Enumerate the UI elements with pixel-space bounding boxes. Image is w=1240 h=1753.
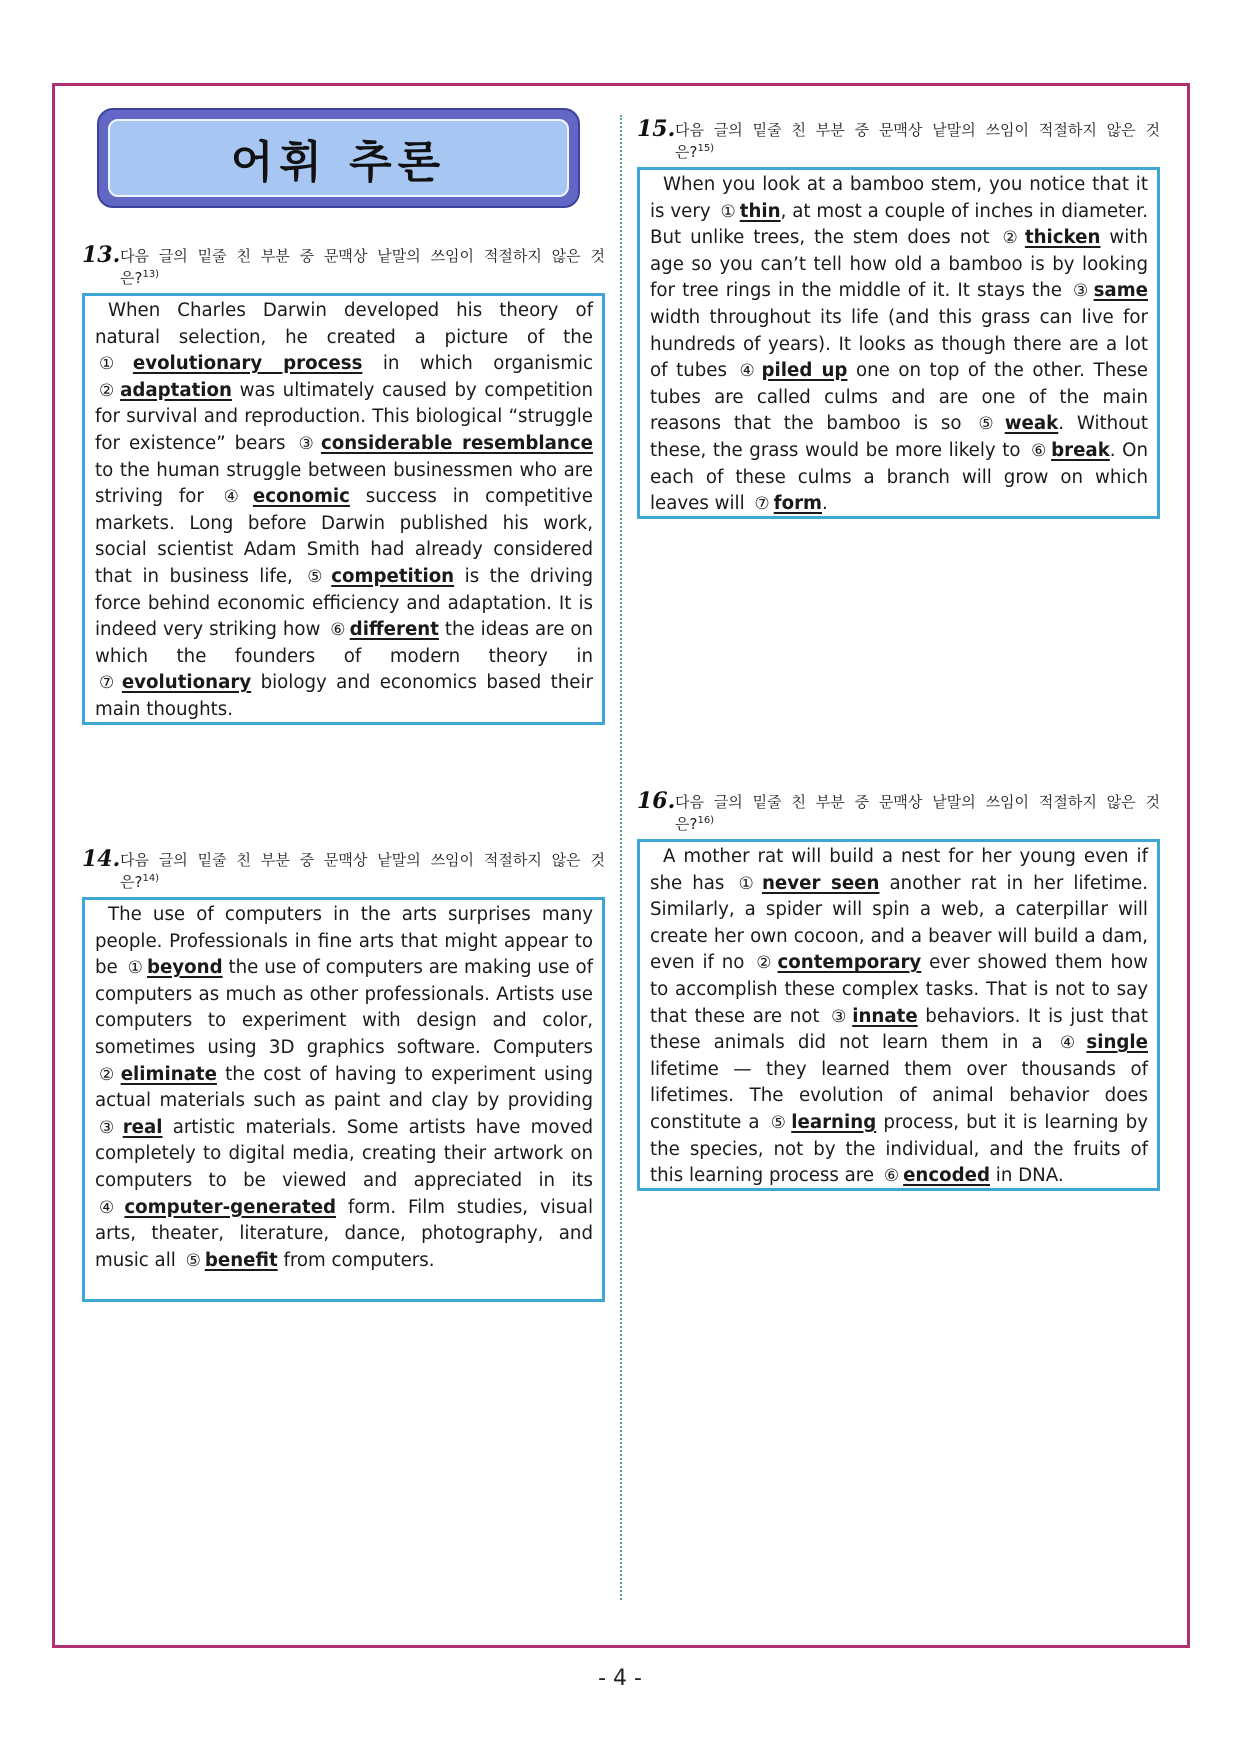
passage-segment: is the driving force behind economic efficiency and adaptation. It is indeed very striking how bbox=[95, 565, 593, 641]
question-number: 16. bbox=[637, 788, 676, 814]
question-prompt-tail bbox=[120, 871, 605, 893]
passage-segment: artistic materials. Some artists have moved completely to digital media, creating their artwork on computers to be viewed and appreciated in its bbox=[95, 1116, 593, 1191]
question-header bbox=[82, 242, 605, 291]
choice-marker: ② bbox=[99, 1064, 117, 1085]
choice-marker: ⑤ bbox=[770, 1112, 788, 1133]
choice-marker: ④ bbox=[1059, 1033, 1083, 1054]
underlined-word: learning bbox=[791, 1111, 877, 1133]
page-number: - 4 - bbox=[598, 1666, 642, 1691]
question-13 bbox=[82, 242, 605, 725]
underlined-word: break bbox=[1051, 439, 1110, 461]
passage-box bbox=[637, 167, 1160, 519]
footnote-marker: 13) bbox=[142, 269, 160, 280]
passage-segment: was ultimately caused by competition for survival and reproduction. This biological “struggle for existence” bears bbox=[95, 379, 593, 454]
question-15 bbox=[637, 116, 1160, 519]
choice-marker: ② bbox=[99, 380, 117, 401]
choice-marker: ③ bbox=[298, 433, 317, 454]
passage-segment: When Charles Darwin developed his theory of natural selection, he created a picture of the bbox=[95, 300, 593, 348]
underlined-word: economic bbox=[252, 486, 350, 508]
question-14 bbox=[82, 846, 605, 1302]
prompt-tail-text: 은? bbox=[120, 269, 143, 287]
choice-marker: ⑥ bbox=[883, 1166, 900, 1187]
passage-segment: the ideas are on which the founders of modern theory in bbox=[95, 619, 593, 667]
passage-segment: . bbox=[822, 493, 828, 515]
choice-marker: ① bbox=[720, 201, 736, 222]
underlined-word: same bbox=[1093, 280, 1148, 302]
passage-segment: ever showed them how to accomplish these complex tasks. That is not to say that these are not bbox=[650, 952, 1148, 1027]
underlined-word: never seen bbox=[761, 872, 880, 894]
underlined-word: computer-generated bbox=[124, 1196, 337, 1218]
question-header bbox=[637, 116, 1160, 165]
underlined-word: innate bbox=[852, 1005, 918, 1027]
underlined-word: form bbox=[773, 493, 823, 515]
passage-segment: When you look at a bamboo stem, you notice that it is very bbox=[650, 174, 1148, 222]
underlined-word: single bbox=[1086, 1032, 1148, 1054]
section-title-inner bbox=[108, 119, 569, 197]
prompt-tail-text: 은? bbox=[675, 143, 698, 161]
section-title-badge bbox=[97, 108, 580, 208]
question-prompt: 다음 글의 밑줄 친 부분 중 문맥상 낱말의 쓰임이 적절하지 않은 것 bbox=[675, 793, 1160, 811]
choice-marker: ⑦ bbox=[99, 673, 118, 694]
question-header bbox=[637, 788, 1160, 837]
underlined-word: considerable resemblance bbox=[320, 432, 593, 454]
underlined-word: adaptation bbox=[120, 379, 232, 401]
question-number: 13. bbox=[82, 242, 121, 268]
choice-marker: ⑤ bbox=[307, 566, 328, 587]
passage-segment: another rat in her lifetime. Similarly, a spider will spin a web, a caterpillar will create her own cocoon, and a beaver will build a dam, even if no bbox=[650, 872, 1148, 974]
footnote-marker: 16) bbox=[697, 815, 715, 826]
underlined-word: weak bbox=[1004, 413, 1059, 435]
passage-segment: A mother rat will build a nest for her young even if she has bbox=[650, 846, 1148, 894]
footnote-marker: 14) bbox=[142, 873, 160, 884]
question-header bbox=[82, 846, 605, 895]
passage-segment: the use of computers are making use of computers as much as other professionals. Artists use computers to experiment with design and color, sometimes using 3D graphics software. Computers bbox=[95, 957, 593, 1058]
passage-segment: from computers. bbox=[277, 1249, 435, 1271]
passage-segment: process, but it is learning by the species, not by the individual, and the fruits of this learning process are bbox=[650, 1111, 1148, 1187]
underlined-word: contemporary bbox=[777, 952, 922, 974]
question-16 bbox=[637, 788, 1160, 1191]
underlined-word: benefit bbox=[204, 1249, 278, 1271]
choice-marker: ③ bbox=[831, 1006, 849, 1027]
passage-segment: . On each of these culms a branch will grow on which leaves will bbox=[650, 439, 1148, 515]
question-prompt: 다음 글의 밑줄 친 부분 중 문맥상 낱말의 쓰임이 적절하지 않은 것 bbox=[675, 121, 1160, 139]
passage-segment: in DNA. bbox=[990, 1165, 1064, 1187]
question-prompt-tail bbox=[675, 813, 1160, 835]
prompt-tail-text: 은? bbox=[120, 873, 143, 891]
passage-text bbox=[95, 902, 593, 1274]
question-prompt-tail bbox=[675, 141, 1160, 163]
passage-segment: to the human struggle between businessmen who are striving for bbox=[95, 459, 593, 508]
choice-marker: ⑥ bbox=[1031, 440, 1048, 461]
question-prompt: 다음 글의 밑줄 친 부분 중 문맥상 낱말의 쓰임이 적절하지 않은 것 bbox=[120, 247, 605, 265]
question-number: 15. bbox=[637, 116, 676, 142]
passage-box bbox=[637, 839, 1160, 1191]
passage-segment: form. Film studies, visual arts, theater, literature, dance, photography, and music all bbox=[95, 1196, 594, 1271]
choice-marker: ⑦ bbox=[754, 494, 770, 515]
question-prompt: 다음 글의 밑줄 친 부분 중 문맥상 낱말의 쓰임이 적절하지 않은 것 bbox=[120, 851, 605, 869]
choice-marker: ④ bbox=[739, 361, 758, 382]
choice-marker: ① bbox=[99, 354, 129, 375]
choice-marker: ② bbox=[1002, 228, 1021, 249]
underlined-word: piled up bbox=[761, 360, 848, 382]
choice-marker: ⑤ bbox=[185, 1250, 201, 1271]
choice-marker: ① bbox=[738, 873, 758, 894]
passage-text bbox=[650, 844, 1148, 1190]
passage-segment: one on top of the other. These tubes are called culms and are one of the main reasons that the bamboo is so bbox=[650, 360, 1148, 435]
passage-segment: with age so you can’t tell how old a bamboo is by looking for tree rings in the middle of it. It stays the bbox=[650, 227, 1149, 302]
underlined-word: different bbox=[349, 619, 439, 641]
passage-segment: the cost of having to experiment using actual materials such as paint and clay by providing bbox=[95, 1063, 593, 1112]
passage-segment: success in competitive markets. Long before Darwin published his work, social scientist Adam Smith had already considered that in business life, bbox=[95, 486, 593, 587]
choice-marker: ④ bbox=[99, 1197, 121, 1218]
underlined-word: encoded bbox=[903, 1165, 990, 1187]
choice-marker: ③ bbox=[1073, 281, 1090, 302]
passage-segment: in which organismic bbox=[362, 353, 593, 375]
section-title: 어휘 추론 bbox=[230, 137, 447, 188]
passage-segment: behaviors. It is just that these animals did not learn them in a bbox=[650, 1005, 1149, 1054]
underlined-word: real bbox=[122, 1116, 163, 1138]
underlined-word: beyond bbox=[146, 957, 223, 979]
passage-segment: , at most a couple of inches in diameter. But unlike trees, the stem does not bbox=[650, 200, 1148, 249]
footnote-marker: 15) bbox=[697, 143, 715, 154]
underlined-word: evolutionary process bbox=[132, 353, 363, 375]
question-prompt-tail bbox=[120, 267, 605, 289]
underlined-word: evolutionary bbox=[121, 672, 252, 694]
choice-marker: ⑥ bbox=[330, 620, 346, 641]
passage-segment: . Without these, the grass would be more likely to bbox=[650, 413, 1148, 461]
passage-segment: width throughout its life (and this grass can live for hundreds of years). It looks as though there are a lot of tubes bbox=[650, 306, 1148, 382]
question-number: 14. bbox=[82, 846, 121, 872]
passage-segment: The use of computers in the arts surprises many people. Professionals in fine arts that might appear to be bbox=[95, 904, 593, 979]
passage-text bbox=[95, 298, 593, 724]
prompt-tail-text: 은? bbox=[675, 815, 698, 833]
passage-segment: biology and economics based their main thoughts. bbox=[95, 672, 593, 720]
choice-marker: ⑤ bbox=[978, 414, 1001, 435]
passage-text bbox=[650, 172, 1148, 518]
underlined-word: thicken bbox=[1024, 227, 1101, 249]
underlined-word: competition bbox=[331, 565, 455, 587]
column-divider bbox=[620, 115, 622, 1600]
choice-marker: ③ bbox=[99, 1117, 119, 1138]
choice-marker: ② bbox=[756, 953, 774, 974]
underlined-word: eliminate bbox=[120, 1063, 217, 1085]
passage-box bbox=[82, 293, 605, 725]
choice-marker: ① bbox=[127, 958, 143, 979]
passage-segment: lifetime — they learned them over thousands of lifetimes. The evolution of animal behavior does constitute a bbox=[650, 1058, 1148, 1133]
passage-box bbox=[82, 897, 605, 1302]
underlined-word: thin bbox=[739, 200, 781, 222]
choice-marker: ④ bbox=[223, 487, 249, 508]
